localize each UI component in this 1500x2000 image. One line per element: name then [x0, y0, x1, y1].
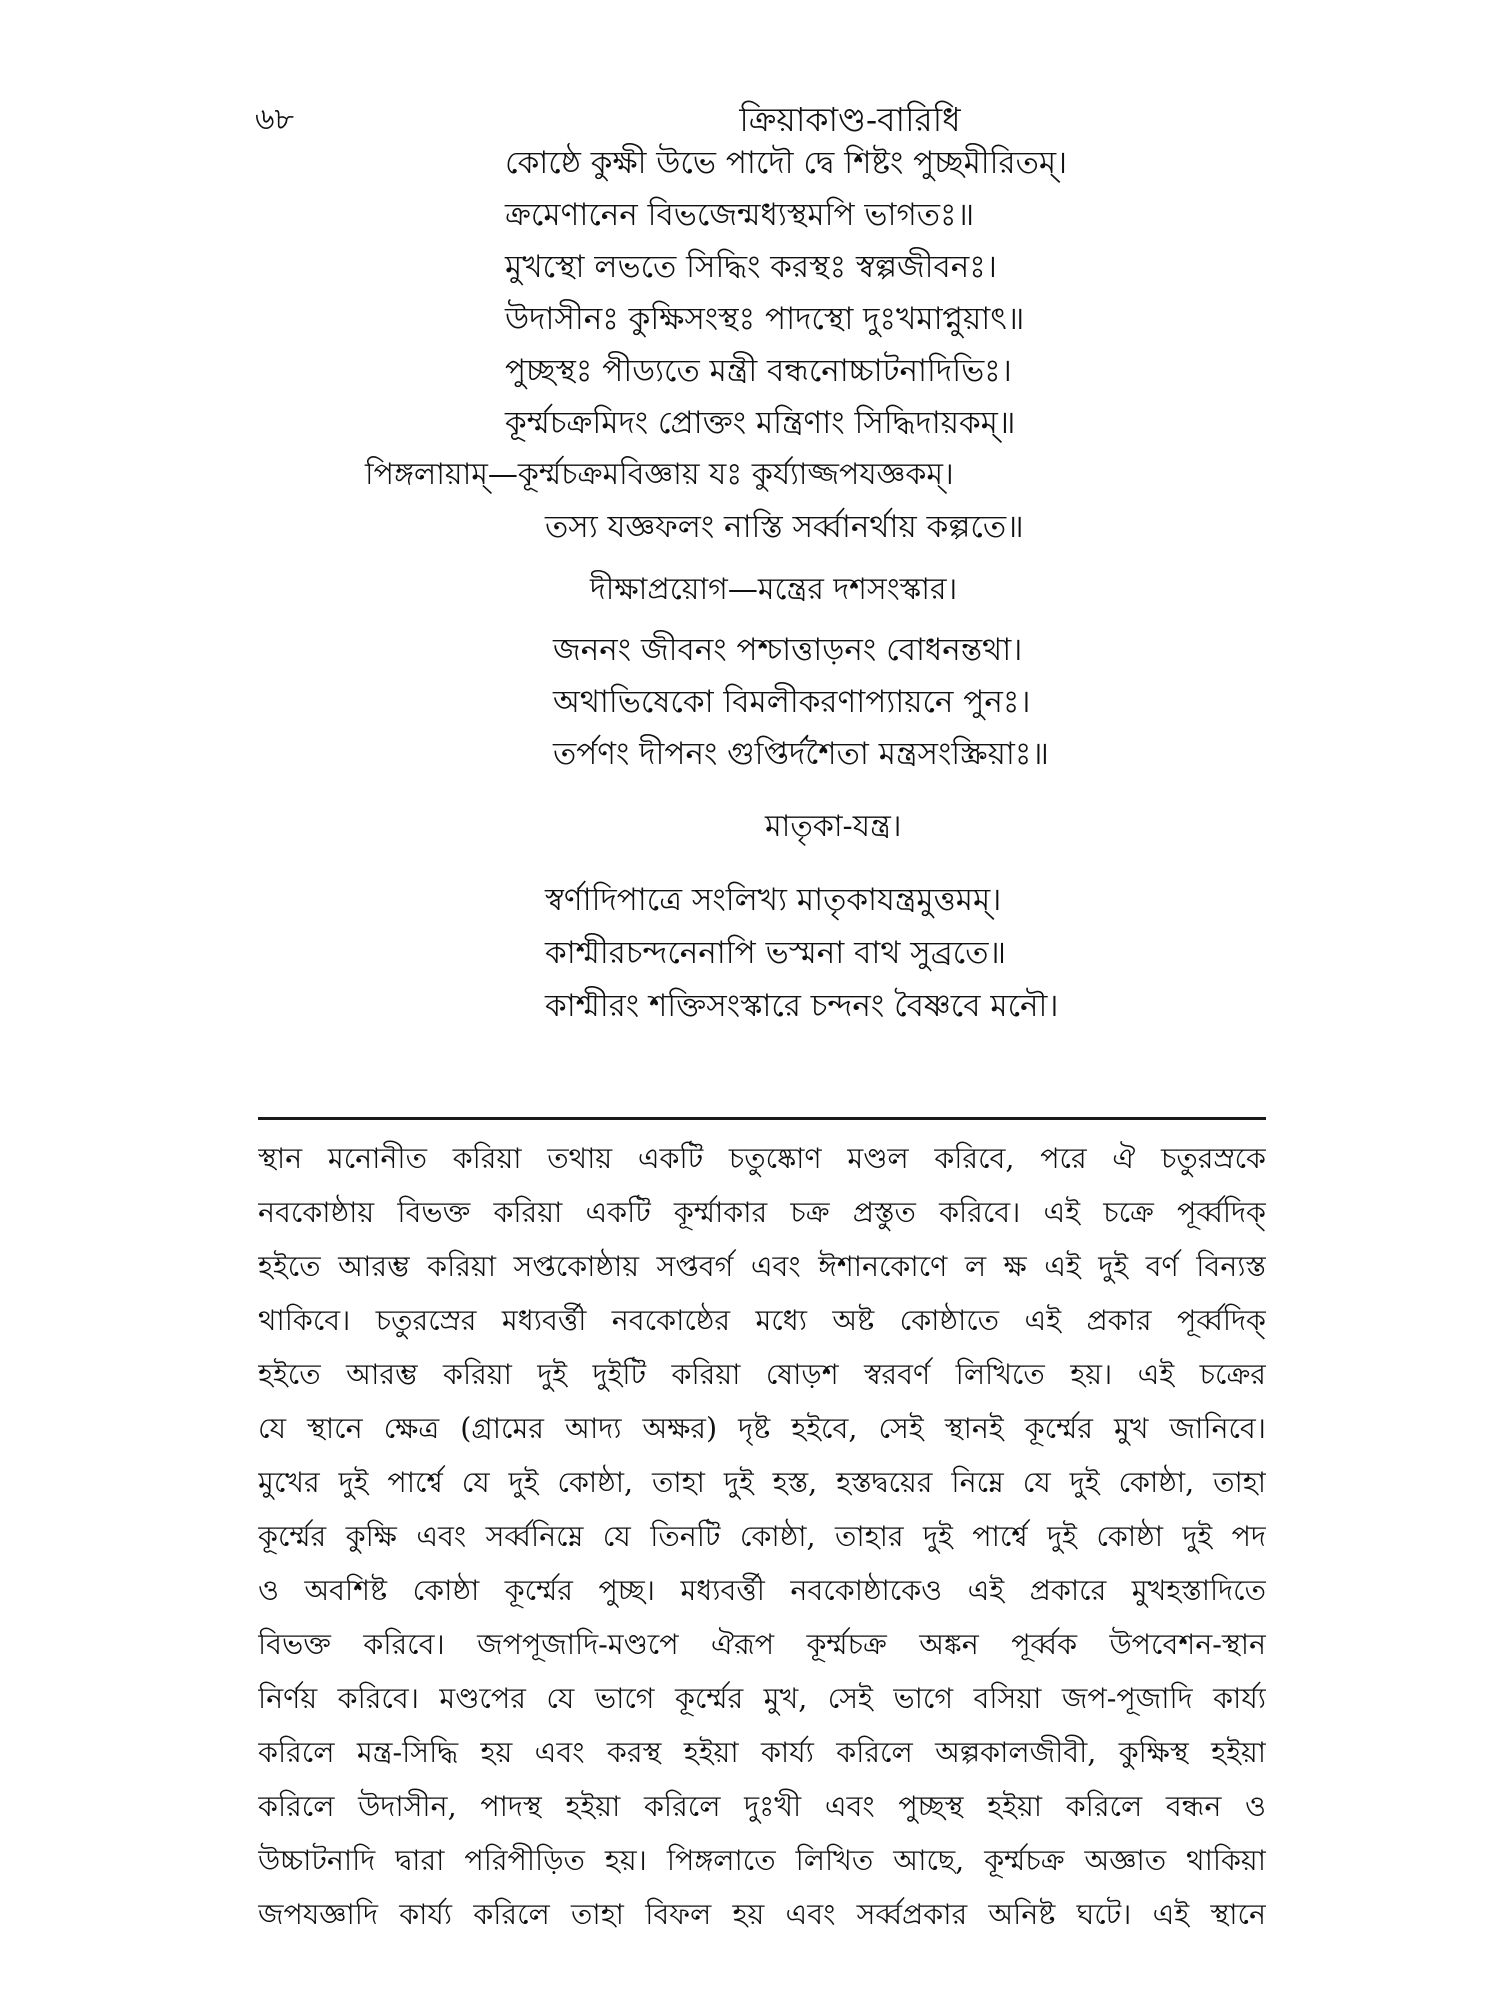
- page-number: ৬৮: [255, 102, 294, 137]
- verse-line: মুখস্থো লভতে সিদ্ধিং করস্থঃ স্বল্পজীবনঃ।: [505, 249, 997, 285]
- commentary-line: নির্ণয় করিবে। মণ্ডপের যে ভাগে কূর্ম্মের মুখ, সেই ভাগে বসিয়া জপ-পূজাদি কার্য্য: [258, 1682, 1266, 1715]
- commentary-line: স্থান মনোনীত করিয়া তথায় একটি চতুষ্কোণ মণ্ডল করিবে, পরে ঐ চতুরস্রকে: [258, 1142, 1266, 1175]
- verse-line-pingala: পিঙ্গলায়াম্—কূর্ম্মচক্রমবিজ্ঞায় যঃ কুর্য্যাজ্জপযজ্ঞকম্।: [365, 457, 954, 492]
- verse-line: কূর্ম্মচক্রমিদং প্রোক্তং মন্ত্রিণাং সিদ্ধিদায়কম্॥: [505, 405, 1016, 441]
- running-title: ক্রিয়াকাণ্ড-বারিধি: [739, 100, 961, 139]
- section-heading-matrika: মাতৃকা-যন্ত্র।: [765, 809, 902, 844]
- verse-line: উদাসীনঃ কুক্ষিসংস্থঃ পাদস্থো দুঃখমাপ্নুয়াৎ॥: [505, 301, 1025, 337]
- commentary-line: যে স্থানে ক্ষেত্র (গ্রামের আদ্য অক্ষর) দৃষ্ট হইবে, সেই স্থানই কূর্ম্মের মুখ জানিবে।: [258, 1412, 1266, 1445]
- commentary-line: মুখের দুই পার্শ্বে যে দুই কোষ্ঠা, তাহা দুই হস্ত, হস্তদ্বয়ের নিম্নে যে দুই কোষ্ঠা, তাহা: [258, 1466, 1266, 1499]
- verse-line: অথাভিষেকো বিমলীকরণাপ্যায়নে পুনঃ।: [553, 684, 1031, 720]
- verse-line: কোষ্ঠে কুক্ষী উভে পাদৌ দ্বে শিষ্টং পুচ্ছমীরিতম্।: [505, 145, 1068, 181]
- footnote-divider: [258, 1117, 1266, 1120]
- commentary-paragraph: [258, 1132, 1266, 1942]
- commentary-line: নবকোষ্ঠায় বিভক্ত করিয়া একটি কূর্ম্মাকার চক্র প্রস্তুত করিবে। এই চক্রে পূর্ব্বদিক্: [258, 1196, 1266, 1229]
- commentary-line: করিলে উদাসীন, পাদস্থ হইয়া করিলে দুঃখী এবং পুচ্ছস্থ হইয়া করিলে বন্ধন ও: [258, 1790, 1266, 1823]
- section-heading-diksha: দীক্ষাপ্রয়োগ—মন্ত্রের দশসংস্কার।: [590, 572, 958, 607]
- verse-line: ক্রমেণানেন বিভজেন্মধ্যস্থমপি ভাগতঃ॥: [505, 197, 975, 233]
- commentary-line: কূর্ম্মের কুক্ষি এবং সর্ব্বনিম্নে যে তিনটি কোষ্ঠা, তাহার দুই পার্শ্বে দুই কোষ্ঠা দুই পদ: [258, 1520, 1266, 1553]
- commentary-line: হইতে আরম্ভ করিয়া দুই দুইটি করিয়া ষোড়শ স্বরবর্ণ লিখিতে হয়। এই চক্রের: [258, 1358, 1266, 1391]
- commentary-line: বিভক্ত করিবে। জপপূজাদি-মণ্ডপে ঐরূপ কূর্ম্মচক্র অঙ্কন পূর্ব্বক উপবেশন-স্থান: [258, 1628, 1266, 1661]
- verse-line: কাশ্মীরচন্দনেনাপি ভস্মনা বাথ সুব্রতে॥: [545, 935, 1007, 971]
- commentary-line: হইতে আরম্ভ করিয়া সপ্তকোষ্ঠায় সপ্তবর্গ এবং ঈশানকোণে ল ক্ষ এই দুই বর্ণ বিন্যস্ত: [258, 1250, 1266, 1283]
- commentary-line: করিলে মন্ত্র-সিদ্ধি হয় এবং করস্থ হইয়া কার্য্য করিলে অল্পকালজীবী, কুক্ষিস্থ হইয়া: [258, 1736, 1266, 1769]
- verse-line: পুচ্ছস্থঃ পীড্যতে মন্ত্রী বন্ধনোচ্চাটনাদিভিঃ।: [505, 353, 1012, 389]
- commentary-line: জপযজ্ঞাদি কার্য্য করিলে তাহা বিফল হয় এবং সর্ব্বপ্রকার অনিষ্ট ঘটে। এই স্থানে: [258, 1898, 1266, 1931]
- verse-line: স্বর্ণাদিপাত্রে সংলিখ্য মাতৃকাযন্ত্রমুত্তমম্।: [545, 882, 1002, 918]
- verse-line: তর্পণং দীপনং গুপ্তির্দশৈতা মন্ত্রসংস্ক্রিয়াঃ॥: [553, 736, 1049, 772]
- commentary-line: থাকিবে। চতুরস্রের মধ্যবর্ত্তী নবকোষ্ঠের মধ্যে অষ্ট কোষ্ঠাতে এই প্রকার পূর্ব্বদিক্: [258, 1304, 1266, 1337]
- commentary-line: ও অবশিষ্ট কোষ্ঠা কূর্ম্মের পুচ্ছ। মধ্যবর্ত্তী নবকোষ্ঠাকেও এই প্রকারে মুখহস্তাদিতে: [258, 1574, 1266, 1607]
- verse-line: কাশ্মীরং শক্তিসংস্কারে চন্দনং বৈষ্ণবে মনৌ।: [545, 988, 1059, 1024]
- verse-line: জননং জীবনং পশ্চাত্তাড়নং বোধনন্তথা।: [553, 632, 1023, 668]
- verse-line: তস্য যজ্ঞফলং নাস্তি সর্ব্বানর্থায় কল্পতে॥: [545, 509, 1024, 545]
- commentary-line: উচ্চাটনাদি দ্বারা পরিপীড়িত হয়। পিঙ্গলাতে লিখিত আছে, কূর্ম্মচক্র অজ্ঞাত থাকিয়া: [258, 1844, 1266, 1877]
